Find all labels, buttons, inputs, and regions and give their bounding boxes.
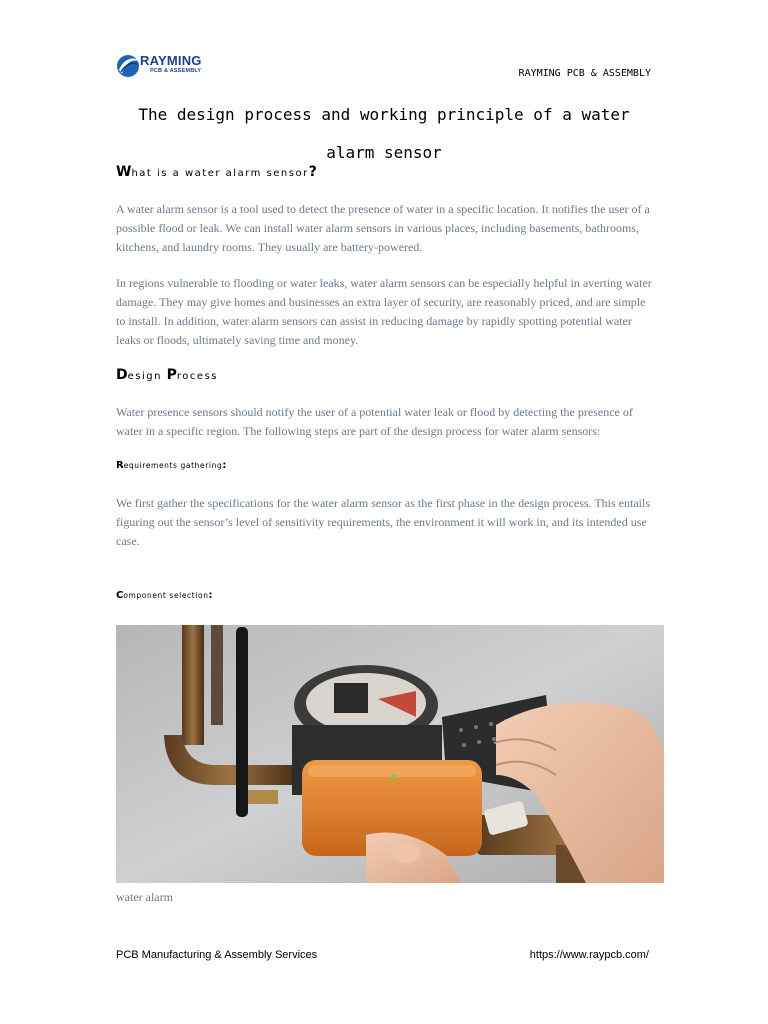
footer-services-text: PCB Manufacturing & Assembly Services: [116, 949, 318, 961]
logo-swirl-icon: [116, 52, 140, 80]
paragraph-design-process: Water presence sensors should notify the user of a potential water leak or flood by detecting the presence of water in a specific region. The following steps are part of the design process for water alarm sensors:: [116, 405, 633, 438]
heading-what-is: What is a water alarm sensor?: [116, 164, 317, 180]
water-alarm-illustration: [116, 625, 664, 883]
logo-sub-text: PCB & ASSEMBLY: [150, 68, 202, 74]
heading-design-process: Design Process: [116, 367, 218, 383]
paragraph-requirements: We first gather the specifications for the water alarm sensor as the first phase in the design process. This entails figuring out the sensor’s level of sensitivity requirements, the environment it will work in, and its intended use case.: [116, 496, 650, 548]
water-alarm-photo: [116, 625, 664, 883]
paragraph-what-is-2: In regions vulnerable to flooding or water leaks, water alarm sensors can be especially helpful in averting water damage. They may give homes and businesses an extra layer of security, are reasonably priced, and are simple to install. In addition, water alarm sensors can assist in reducing damage by rapidly spotting potential water leaks or floods, ultimately saving time and money.: [116, 276, 652, 347]
footer-website-link[interactable]: https://www.raypcb.com/: [529, 949, 649, 961]
heading-requirements-gathering: Requirements gathering:: [116, 460, 227, 471]
logo-brand-text: RAYMING: [140, 53, 202, 68]
company-logo: [116, 52, 226, 80]
paragraph-what-is-1: A water alarm sensor is a tool used to detect the presence of water in a specific location. It notifies the user of a possible flood or leak. We can install water alarm sensors in various places, including basements, bathrooms, kitchens, and laundry rooms. They usually are battery-powered.: [116, 202, 650, 254]
header-company-name: RAYMING PCB & ASSEMBLY: [518, 68, 651, 79]
heading-component-selection: Component selection:: [116, 590, 213, 601]
page-title: The design process and working principle of a water alarm sensor: [138, 105, 630, 162]
figure-caption: water alarm: [116, 890, 173, 904]
